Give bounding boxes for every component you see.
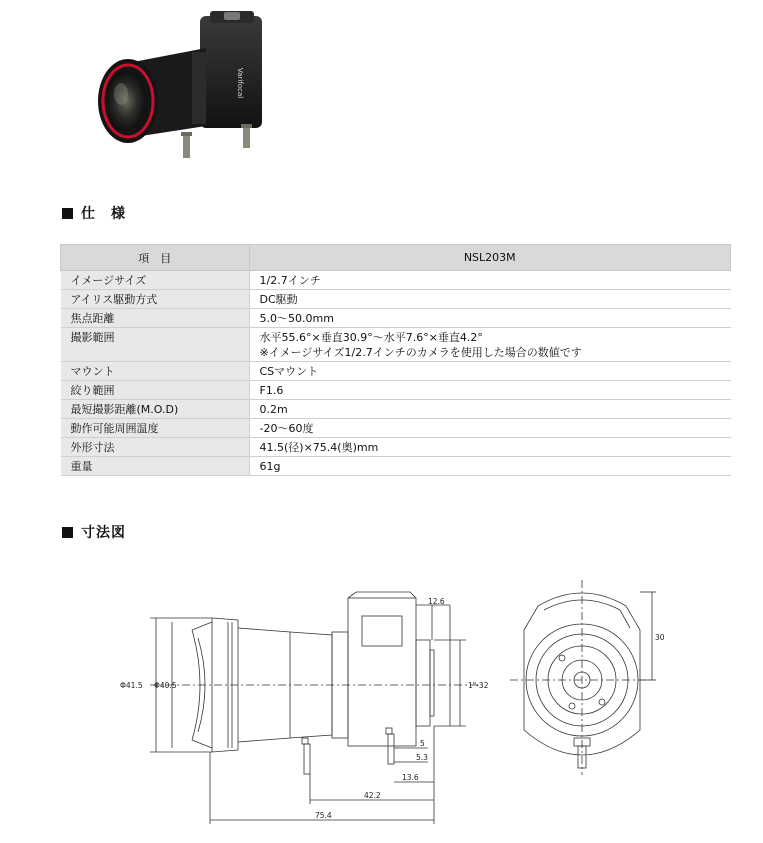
row-value-line1: 水平55.6°×垂直30.9°～水平7.6°×垂直4.2° xyxy=(259,331,483,344)
dimension-title-text: 寸法図 xyxy=(81,525,126,541)
row-key: 最短撮影距離(M.O.D) xyxy=(61,400,250,419)
table-row xyxy=(61,438,731,457)
table-row xyxy=(61,457,731,476)
row-key: 外形寸法 xyxy=(61,438,250,457)
spec-table xyxy=(60,244,731,476)
dim-outer-diameter: Φ41.5 xyxy=(120,681,143,690)
dim-42-2: 42.2 xyxy=(364,791,381,800)
row-key: イメージサイズ xyxy=(61,271,250,290)
dimension-section-title xyxy=(62,522,126,542)
table-row xyxy=(61,400,731,419)
row-key: マウント xyxy=(61,362,250,381)
row-value: CSマウント xyxy=(249,362,731,381)
table-row xyxy=(61,419,731,438)
table-row xyxy=(61,271,731,290)
row-value-line2: ※イメージサイズ1/2.7インチのカメラを使用した場合の数値です xyxy=(259,346,582,359)
dim-5-3: 5.3 xyxy=(416,753,428,762)
row-value: 41.5(径)×75.4(奥)mm xyxy=(249,438,731,457)
header-item: 項 目 xyxy=(61,245,250,271)
table-row xyxy=(61,290,731,309)
table-row xyxy=(61,381,731,400)
section-bullet-icon xyxy=(62,527,73,538)
table-header-row xyxy=(61,245,731,271)
dim-inner-diameter: Φ40.5 xyxy=(154,681,177,690)
row-value: 1/2.7インチ xyxy=(249,271,731,290)
dimension-drawing xyxy=(110,570,670,832)
row-key: 撮影範囲 xyxy=(61,328,250,362)
row-value: F1.6 xyxy=(249,381,731,400)
row-value: 61g xyxy=(249,457,731,476)
dim-75-4: 75.4 xyxy=(315,811,332,820)
brand-label: Varifocal xyxy=(236,68,244,99)
spec-title-text: 仕 様 xyxy=(81,206,126,222)
row-key: 絞り範囲 xyxy=(61,381,250,400)
dim-thread: 1"-32 xyxy=(468,681,489,690)
row-key: 重量 xyxy=(61,457,250,476)
dim-12-6: 12.6 xyxy=(428,597,445,606)
row-value-multiline xyxy=(249,328,731,362)
row-value: 5.0～50.0mm xyxy=(249,309,731,328)
table-row xyxy=(61,328,731,362)
row-key: 焦点距離 xyxy=(61,309,250,328)
row-key: 動作可能周囲温度 xyxy=(61,419,250,438)
dim-13-6: 13.6 xyxy=(402,773,419,782)
row-key: アイリス駆動方式 xyxy=(61,290,250,309)
row-value: DC駆動 xyxy=(249,290,731,309)
lens-product-photo xyxy=(88,8,278,163)
row-value: -20～60度 xyxy=(249,419,731,438)
row-value: 0.2m xyxy=(249,400,731,419)
spec-section-title xyxy=(62,203,126,223)
table-row xyxy=(61,309,731,328)
dim-30: 30 xyxy=(655,633,665,642)
dim-5: 5 xyxy=(420,739,425,748)
section-bullet-icon xyxy=(62,208,73,219)
table-row xyxy=(61,362,731,381)
header-model: NSL203M xyxy=(249,245,731,271)
